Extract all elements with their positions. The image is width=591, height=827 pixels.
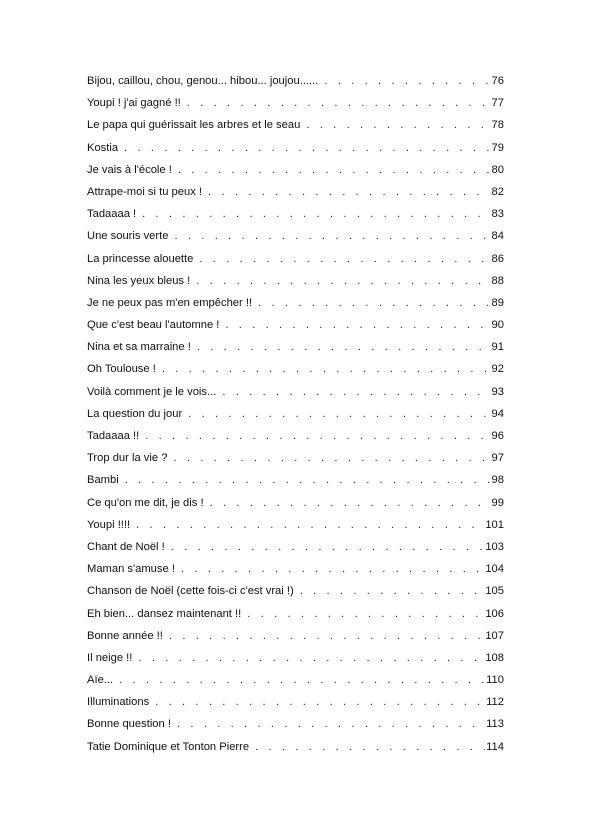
toc-entry-title: Youpi !!!! — [87, 518, 131, 531]
toc-entry-page-number: 113 — [486, 718, 504, 731]
toc-entry-title: Bambi — [87, 474, 119, 487]
toc-entry-title: Je vais à l'école ! — [87, 163, 172, 176]
dot-leader — [188, 403, 490, 425]
dot-leader — [208, 181, 491, 203]
toc-entry — [87, 358, 504, 380]
toc-entry-title: La princesse alouette — [87, 252, 194, 265]
dot-leader — [173, 447, 490, 469]
toc-entry — [87, 381, 504, 403]
toc-entry — [87, 580, 504, 602]
toc-entry-page-number: 91 — [491, 341, 504, 354]
toc-entry-title: Ce qu'on me dit, je dis ! — [87, 496, 204, 509]
dot-leader — [138, 647, 484, 669]
toc-entry-page-number: 82 — [491, 185, 504, 198]
toc-entry-page-number: 99 — [491, 496, 504, 509]
dot-leader — [169, 625, 484, 647]
toc-entry-page-number: 94 — [491, 407, 504, 420]
toc-entry — [87, 181, 504, 203]
toc-entry-title: La question du jour — [87, 407, 183, 420]
dot-leader — [222, 381, 490, 403]
toc-entry — [87, 469, 504, 491]
dot-leader — [306, 114, 490, 136]
toc-entry — [87, 647, 504, 669]
toc-entry-page-number: 105 — [485, 585, 504, 598]
toc-entry-page-number: 76 — [491, 75, 504, 87]
toc-entry-page-number: 98 — [491, 474, 504, 487]
toc-entry-page-number: 106 — [485, 607, 504, 620]
toc-entry — [87, 292, 504, 314]
toc-entry-page-number: 114 — [486, 740, 504, 753]
dot-leader — [125, 469, 491, 491]
toc-entry-title: Trop dur la vie ? — [87, 452, 168, 465]
toc-entry — [87, 625, 504, 647]
toc-entry-title: Il neige !! — [87, 651, 133, 664]
toc-entry — [87, 114, 504, 136]
toc-entry-title: Le papa qui guérissait les arbres et le seau — [87, 119, 301, 132]
toc-entry-title: Eh bien... dansez maintenant !! — [87, 607, 242, 620]
toc-entry-title: Attrape-moi si tu peux ! — [87, 185, 203, 198]
dot-leader — [199, 248, 490, 270]
toc-entry — [87, 225, 504, 247]
dot-leader — [174, 225, 490, 247]
toc-entry-title: Une souris verte — [87, 230, 169, 243]
dot-leader — [119, 669, 485, 691]
toc-entry-page-number: 93 — [491, 385, 504, 398]
toc-entry-title: Voilà comment je le vois... — [87, 385, 217, 398]
toc-entry — [87, 270, 504, 292]
toc-entry — [87, 558, 504, 580]
toc-entry-title: Tatie Dominique et Tonton Pierre — [87, 740, 250, 753]
toc-entry — [87, 691, 504, 713]
toc-entry-page-number: 90 — [491, 319, 504, 332]
toc-entry-title: Nina et sa marraine ! — [87, 341, 191, 354]
toc-entry — [87, 159, 504, 181]
toc-entry — [87, 536, 504, 558]
toc-entry — [87, 736, 504, 758]
toc-entry — [87, 447, 504, 469]
toc-entry — [87, 713, 504, 735]
dot-leader — [155, 691, 485, 713]
toc-entry-title: Illuminations — [87, 696, 150, 709]
toc-entry — [87, 203, 504, 225]
dot-leader — [177, 713, 485, 735]
toc-entry-title: Bonne année !! — [87, 629, 163, 642]
toc-entry — [87, 314, 504, 336]
toc-entry-page-number: 89 — [491, 296, 504, 309]
dot-leader — [136, 514, 484, 536]
toc-entry — [87, 669, 504, 691]
toc-entry — [87, 603, 504, 625]
toc-entry-page-number: 84 — [491, 230, 504, 243]
toc-entry — [87, 403, 504, 425]
toc-entry — [87, 92, 504, 114]
toc-entry-title: Aïe... — [87, 674, 114, 687]
toc-entry — [87, 492, 504, 514]
toc-entry-title: Je ne peux pas m'en empêcher !! — [87, 296, 253, 309]
toc-entry-page-number: 103 — [485, 540, 504, 553]
toc-entry-title: Bijou, caillou, chou, genou... hibou... joujou...... — [87, 75, 319, 87]
toc-entry-page-number: 101 — [485, 518, 504, 531]
toc-entry-title: Bonne question ! — [87, 718, 171, 731]
table-of-contents — [87, 70, 504, 758]
dot-leader — [197, 336, 491, 358]
toc-entry-page-number: 97 — [491, 452, 504, 465]
dot-leader — [247, 603, 484, 625]
toc-entry-page-number: 83 — [491, 208, 504, 221]
toc-entry-page-number: 104 — [485, 563, 504, 576]
dot-leader — [187, 92, 491, 114]
toc-entry-title: Kostia — [87, 141, 119, 154]
toc-entry-page-number: 88 — [491, 274, 504, 287]
toc-entry — [87, 70, 504, 92]
dot-leader — [124, 137, 490, 159]
toc-entry-page-number: 80 — [491, 163, 504, 176]
toc-entry-title: Chant de Noël ! — [87, 540, 165, 553]
toc-entry-page-number: 77 — [491, 97, 504, 110]
toc-entry — [87, 425, 504, 447]
dot-leader — [142, 203, 490, 225]
toc-entry-page-number: 78 — [491, 119, 504, 132]
toc-entry-page-number: 96 — [491, 430, 504, 442]
dot-leader — [145, 425, 490, 447]
toc-entry-title: Oh Toulouse ! — [87, 363, 156, 376]
toc-entry-page-number: 79 — [491, 141, 504, 154]
toc-entry — [87, 137, 504, 159]
dot-leader — [210, 492, 491, 514]
dot-leader — [225, 314, 490, 336]
dot-leader — [171, 536, 485, 558]
dot-leader — [178, 159, 491, 181]
toc-entry-title: Youpi ! j'ai gagné !! — [87, 97, 181, 110]
dot-leader — [300, 580, 485, 602]
dot-leader — [181, 558, 484, 580]
dot-leader — [196, 270, 490, 292]
dot-leader — [324, 70, 490, 92]
toc-entry-page-number: 107 — [485, 629, 504, 642]
toc-entry-title: Tadaaaa ! — [87, 208, 137, 221]
dot-leader — [258, 292, 490, 314]
toc-entry — [87, 514, 504, 536]
toc-entry-title: Que c'est beau l'automne ! — [87, 319, 220, 332]
toc-entry — [87, 248, 504, 270]
toc-entry-page-number: 92 — [491, 363, 504, 376]
toc-entry-page-number: 110 — [486, 674, 504, 687]
toc-entry-title: Nina les yeux bleus ! — [87, 274, 191, 287]
toc-entry-page-number: 112 — [486, 696, 504, 709]
toc-entry-title: Tadaaaa !! — [87, 430, 140, 442]
dot-leader — [162, 358, 491, 380]
toc-entry-title: Maman s'amuse ! — [87, 563, 175, 576]
toc-entry-page-number: 108 — [485, 651, 504, 664]
dot-leader — [255, 736, 485, 758]
toc-entry-title: Chanson de Noël (cette fois-ci c'est vrai !) — [87, 585, 294, 598]
toc-entry — [87, 336, 504, 358]
toc-entry-page-number: 86 — [491, 252, 504, 265]
